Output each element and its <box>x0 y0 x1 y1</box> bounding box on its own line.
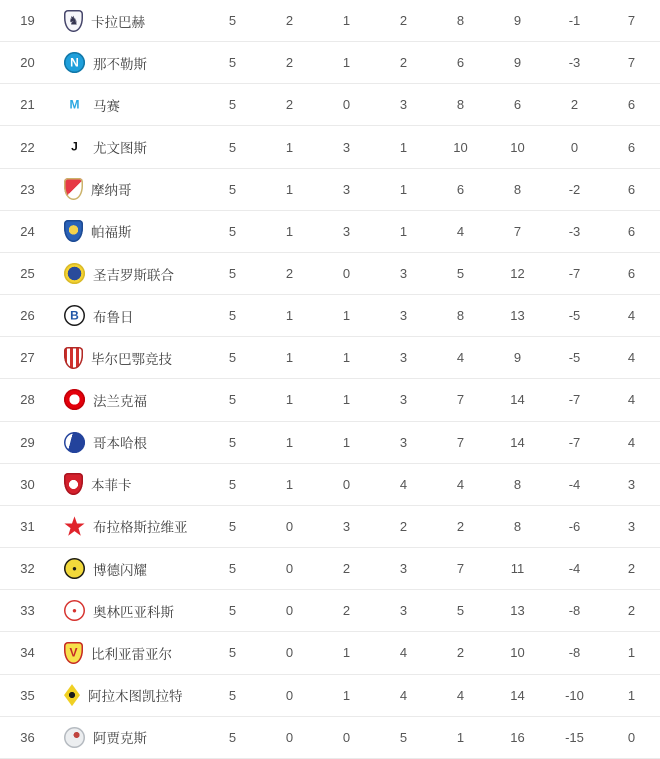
team-name: 那不勒斯 <box>93 56 147 72</box>
goals-for: 5 <box>456 603 465 619</box>
goal-difference: -8 <box>568 603 581 619</box>
points: 6 <box>627 97 636 113</box>
points: 4 <box>627 308 636 324</box>
goal-difference: -15 <box>565 729 584 745</box>
team-cell <box>55 10 204 32</box>
draws: 1 <box>342 350 351 366</box>
goal-difference: -5 <box>568 350 581 366</box>
goals-against: 14 <box>510 392 525 408</box>
wins: 1 <box>285 139 294 155</box>
napoli-crest-icon: N <box>64 52 85 73</box>
goals-against: 7 <box>513 223 522 239</box>
rank-number: 28 <box>20 392 35 408</box>
wins: 1 <box>285 308 294 324</box>
rank-number: 22 <box>20 139 35 155</box>
wins: 2 <box>285 97 294 113</box>
matches-played: 5 <box>228 350 237 366</box>
wins: 0 <box>285 729 294 745</box>
goals-against: 8 <box>513 518 522 534</box>
table-row[interactable] <box>0 211 660 253</box>
goals-against: 10 <box>510 645 525 661</box>
team-cell <box>55 684 204 706</box>
losses: 2 <box>399 518 408 534</box>
goals-against: 16 <box>510 729 525 745</box>
team-cell <box>55 263 204 284</box>
matches-played: 5 <box>228 181 237 197</box>
team-name: 比利亚雷亚尔 <box>91 646 172 662</box>
losses: 4 <box>399 476 408 492</box>
wins: 0 <box>285 645 294 661</box>
goal-difference: -3 <box>568 223 581 239</box>
goals-against: 14 <box>510 687 525 703</box>
team-cell <box>55 516 204 537</box>
table-row[interactable] <box>0 295 660 337</box>
goals-for: 10 <box>453 139 468 155</box>
team-name: 奥林匹亚科斯 <box>93 604 174 620</box>
matches-played: 5 <box>228 13 237 29</box>
wins: 1 <box>285 350 294 366</box>
points: 7 <box>627 13 636 29</box>
draws: 0 <box>342 266 351 282</box>
team-name: 法兰克福 <box>93 393 147 409</box>
table-row[interactable] <box>0 548 660 590</box>
wins: 0 <box>285 603 294 619</box>
losses: 5 <box>399 729 408 745</box>
team-name: 马赛 <box>93 98 120 114</box>
team-name: 博德闪耀 <box>93 562 147 578</box>
team-cell <box>55 347 204 369</box>
wins: 0 <box>285 561 294 577</box>
olympiacos-crest-icon: • <box>64 600 85 621</box>
goals-for: 7 <box>456 392 465 408</box>
wins: 2 <box>285 266 294 282</box>
rank-number: 35 <box>20 687 35 703</box>
team-name: 阿贾克斯 <box>93 731 147 747</box>
team-cell <box>55 473 204 495</box>
wins: 1 <box>285 181 294 197</box>
goals-against: 13 <box>510 603 525 619</box>
matches-played: 5 <box>228 55 237 71</box>
matches-played: 5 <box>228 223 237 239</box>
matches-played: 5 <box>228 603 237 619</box>
goals-against: 10 <box>510 139 525 155</box>
losses: 2 <box>399 13 408 29</box>
draws: 3 <box>342 139 351 155</box>
draws: 1 <box>342 55 351 71</box>
rank-number: 27 <box>20 350 35 366</box>
goal-difference: -3 <box>568 55 581 71</box>
goals-against: 13 <box>510 308 525 324</box>
team-cell <box>55 137 204 158</box>
table-row[interactable] <box>0 84 660 126</box>
rank-number: 25 <box>20 266 35 282</box>
wins: 1 <box>285 434 294 450</box>
athletic-bilbao-crest-icon <box>64 347 83 369</box>
rank-number: 19 <box>20 13 35 29</box>
goals-against: 8 <box>513 476 522 492</box>
goals-for: 8 <box>456 97 465 113</box>
wins: 0 <box>285 687 294 703</box>
losses: 3 <box>399 350 408 366</box>
team-name: 尤文图斯 <box>93 141 147 157</box>
table-row[interactable] <box>0 464 660 506</box>
table-row[interactable] <box>0 506 660 548</box>
table-row[interactable] <box>0 42 660 84</box>
points: 6 <box>627 181 636 197</box>
goals-for: 1 <box>456 729 465 745</box>
team-name: 布鲁日 <box>93 309 134 325</box>
goals-for: 8 <box>456 308 465 324</box>
points: 2 <box>627 561 636 577</box>
goals-for: 2 <box>456 645 465 661</box>
draws: 1 <box>342 434 351 450</box>
goals-for: 6 <box>456 181 465 197</box>
goals-against: 9 <box>513 350 522 366</box>
points: 4 <box>627 434 636 450</box>
points: 3 <box>627 518 636 534</box>
qarabag-crest-icon: ♞ <box>64 10 83 32</box>
rank-number: 31 <box>20 518 35 534</box>
goal-difference: -2 <box>568 181 581 197</box>
matches-played: 5 <box>228 434 237 450</box>
points: 3 <box>627 476 636 492</box>
table-row[interactable] <box>0 379 660 421</box>
losses: 1 <box>399 139 408 155</box>
wins: 1 <box>285 476 294 492</box>
goal-difference: -5 <box>568 308 581 324</box>
matches-played: 5 <box>228 266 237 282</box>
matches-played: 5 <box>228 308 237 324</box>
goal-difference: -7 <box>568 266 581 282</box>
union-sg-crest-icon <box>64 263 85 284</box>
matches-played: 5 <box>228 561 237 577</box>
rank-number: 20 <box>20 55 35 71</box>
table-row[interactable] <box>0 590 660 632</box>
slavia-prague-star-icon <box>64 516 85 537</box>
draws: 2 <box>342 603 351 619</box>
goal-difference: -6 <box>568 518 581 534</box>
goal-difference: -8 <box>568 645 581 661</box>
team-name: 布拉格斯拉维亚 <box>93 520 188 536</box>
goals-for: 7 <box>456 434 465 450</box>
pafos-crest-icon <box>64 220 83 242</box>
matches-played: 5 <box>228 97 237 113</box>
goals-against: 12 <box>510 266 525 282</box>
table-row[interactable] <box>0 717 660 759</box>
goals-against: 9 <box>513 55 522 71</box>
goals-for: 6 <box>456 55 465 71</box>
table-row[interactable] <box>0 422 660 464</box>
draws: 3 <box>342 181 351 197</box>
rank-number: 21 <box>20 97 35 113</box>
points: 4 <box>627 392 636 408</box>
losses: 3 <box>399 603 408 619</box>
goal-difference: -4 <box>568 561 581 577</box>
rank-number: 24 <box>20 223 35 239</box>
losses: 4 <box>399 645 408 661</box>
losses: 3 <box>399 392 408 408</box>
losses: 1 <box>399 181 408 197</box>
wins: 2 <box>285 55 294 71</box>
villarreal-crest-icon: V <box>64 642 83 664</box>
table-row[interactable] <box>0 0 660 42</box>
draws: 0 <box>342 97 351 113</box>
goals-for: 2 <box>456 518 465 534</box>
monaco-crest-icon <box>64 178 83 200</box>
goals-for: 4 <box>456 476 465 492</box>
losses: 3 <box>399 434 408 450</box>
rank-number: 33 <box>20 603 35 619</box>
draws: 1 <box>342 392 351 408</box>
goal-difference: -7 <box>568 434 581 450</box>
draws: 3 <box>342 223 351 239</box>
rank-number: 23 <box>20 181 35 197</box>
draws: 1 <box>342 645 351 661</box>
club-brugge-crest-icon: B <box>64 305 85 326</box>
goal-difference: 0 <box>570 139 579 155</box>
rank-number: 34 <box>20 645 35 661</box>
draws: 2 <box>342 561 351 577</box>
team-name: 摩纳哥 <box>91 183 132 199</box>
table-row[interactable] <box>0 675 660 717</box>
team-cell <box>55 642 204 664</box>
frankfurt-crest-icon <box>64 389 85 410</box>
points: 6 <box>627 139 636 155</box>
team-cell <box>55 94 204 115</box>
points: 2 <box>627 603 636 619</box>
matches-played: 5 <box>228 729 237 745</box>
team-cell <box>55 727 204 748</box>
table-row[interactable] <box>0 126 660 168</box>
losses: 4 <box>399 687 408 703</box>
wins: 2 <box>285 13 294 29</box>
wins: 1 <box>285 223 294 239</box>
kairat-crest-icon <box>64 684 80 706</box>
bodo-glimt-crest-icon: • <box>64 558 85 579</box>
points: 6 <box>627 223 636 239</box>
goals-for: 4 <box>456 350 465 366</box>
team-name: 帕福斯 <box>91 225 132 241</box>
draws: 1 <box>342 308 351 324</box>
goals-against: 14 <box>510 434 525 450</box>
draws: 3 <box>342 518 351 534</box>
goal-difference: -4 <box>568 476 581 492</box>
matches-played: 5 <box>228 518 237 534</box>
team-name: 阿拉木图凯拉特 <box>88 689 183 705</box>
losses: 3 <box>399 308 408 324</box>
losses: 2 <box>399 55 408 71</box>
goal-difference: -7 <box>568 392 581 408</box>
table-row[interactable] <box>0 253 660 295</box>
rank-number: 32 <box>20 561 35 577</box>
goals-for: 8 <box>456 13 465 29</box>
rank-number: 29 <box>20 434 35 450</box>
matches-played: 5 <box>228 139 237 155</box>
team-cell <box>55 389 204 410</box>
matches-played: 5 <box>228 687 237 703</box>
points: 6 <box>627 266 636 282</box>
marseille-crest-icon: M <box>64 94 85 115</box>
points: 1 <box>627 687 636 703</box>
rank-number: 36 <box>20 729 35 745</box>
team-cell <box>55 600 204 621</box>
wins: 1 <box>285 392 294 408</box>
matches-played: 5 <box>228 476 237 492</box>
points: 7 <box>627 55 636 71</box>
team-name: 圣吉罗斯联合 <box>93 267 174 283</box>
losses: 3 <box>399 97 408 113</box>
goals-against: 8 <box>513 181 522 197</box>
goals-against: 11 <box>510 561 525 577</box>
draws: 1 <box>342 687 351 703</box>
team-cell <box>55 52 204 73</box>
table-row[interactable] <box>0 632 660 674</box>
team-name: 卡拉巴赫 <box>91 14 145 30</box>
points: 1 <box>627 645 636 661</box>
goals-against: 9 <box>513 13 522 29</box>
team-cell <box>55 305 204 326</box>
team-name: 哥本哈根 <box>93 436 147 452</box>
goals-for: 7 <box>456 561 465 577</box>
team-cell <box>55 432 204 453</box>
points: 0 <box>627 729 636 745</box>
copenhagen-crest-icon <box>64 432 85 453</box>
losses: 1 <box>399 223 408 239</box>
team-cell <box>55 558 204 579</box>
ajax-crest-icon <box>64 727 85 748</box>
team-name: 毕尔巴鄂竞技 <box>91 351 172 367</box>
rank-number: 26 <box>20 308 35 324</box>
wins: 0 <box>285 518 294 534</box>
team-cell <box>55 220 204 242</box>
table-row[interactable] <box>0 337 660 379</box>
points: 4 <box>627 350 636 366</box>
team-cell <box>55 178 204 200</box>
team-name: 本菲卡 <box>91 478 132 494</box>
rank-number: 30 <box>20 476 35 492</box>
draws: 0 <box>342 729 351 745</box>
goals-for: 4 <box>456 223 465 239</box>
losses: 3 <box>399 561 408 577</box>
draws: 0 <box>342 476 351 492</box>
goals-against: 6 <box>513 97 522 113</box>
juventus-crest-icon: J <box>64 137 85 158</box>
benfica-crest-icon <box>64 473 83 495</box>
draws: 1 <box>342 13 351 29</box>
goal-difference: -10 <box>565 687 584 703</box>
goals-for: 4 <box>456 687 465 703</box>
losses: 3 <box>399 266 408 282</box>
matches-played: 5 <box>228 392 237 408</box>
matches-played: 5 <box>228 645 237 661</box>
goals-for: 5 <box>456 266 465 282</box>
goal-difference: -1 <box>568 13 581 29</box>
table-row[interactable] <box>0 169 660 211</box>
goal-difference: 2 <box>570 97 579 113</box>
